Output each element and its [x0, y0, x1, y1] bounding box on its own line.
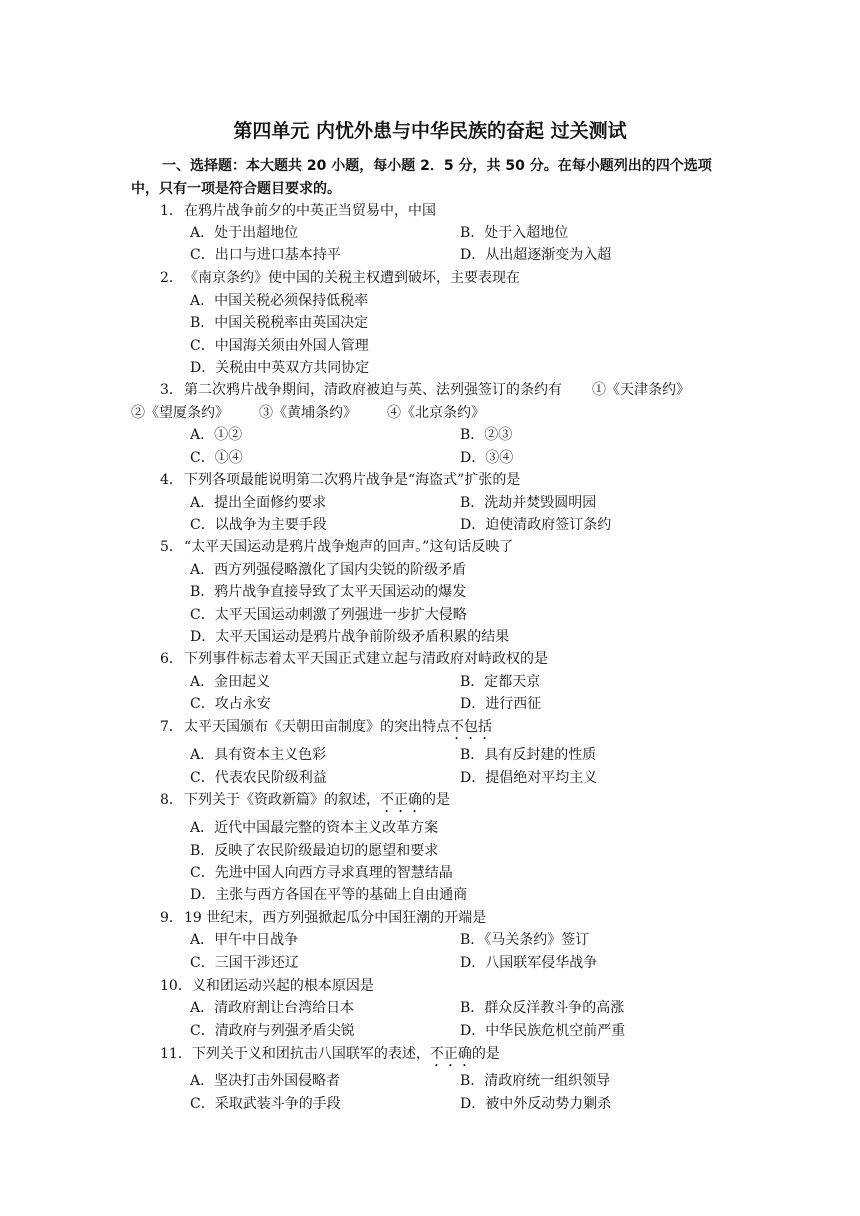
question-number: 4． — [160, 472, 183, 488]
option-8c: C．先进中国人向西方寻求真理的智慧结晶 — [190, 865, 453, 881]
option-7d: D．提倡绝对平均主义 — [460, 770, 598, 786]
option-5a: A．西方列强侵略激化了国内尖锐的阶级矛盾 — [190, 562, 467, 578]
question-number: 11． — [160, 1046, 192, 1062]
question-stem: 义和团运动兴起的根本原因是 — [191, 978, 374, 994]
option-3b: B．②③ — [460, 427, 513, 443]
option-5b: B．鸦片战争直接导致了太平天国运动的爆发 — [190, 584, 467, 600]
option-10d: D．中华民族危机空前严重 — [460, 1023, 626, 1039]
question-2 — [160, 267, 520, 287]
option-4c: C．以战争为主要手段 — [190, 517, 327, 533]
option-2b: B．中国关税税率由英国决定 — [190, 315, 369, 331]
question-stem: 《南京条约》使中国的关税主权遭到破坏，主要表现在 — [184, 270, 520, 286]
option-5d: D．太平天国运动是鸦片战争前阶级矛盾积累的结果 — [190, 629, 510, 645]
option-2a: A．中国关税必须保持低税率 — [190, 293, 369, 309]
option-9b: B．《马关条约》签订 — [460, 932, 590, 948]
question-5 — [160, 536, 513, 556]
question-stem: 下列各项最能说明第二次鸦片战争是“海盗式”扩张的是 — [184, 472, 521, 488]
option-7a: A．具有资本主义色彩 — [190, 747, 327, 763]
option-10b: B．群众反洋教斗争的高涨 — [460, 1000, 625, 1016]
question-stem: 下列事件标志着太平天国正式建立起与清政府对峙政权的是 — [184, 651, 548, 667]
section-instructions-line-2: 中，只有一项是符合题目要求的。 — [131, 181, 341, 197]
emphasized-keyword: 不正确 — [429, 1046, 472, 1062]
option-6c: C．攻占永安 — [190, 696, 271, 712]
option-3d: D．③④ — [460, 450, 514, 466]
option-6b: B．定都天京 — [460, 674, 541, 690]
option-4b: B．洗劫并焚毁圆明园 — [460, 495, 597, 511]
question-3-continued — [131, 402, 485, 422]
option-6a: A．金田起义 — [190, 674, 271, 690]
question-number: 3． — [160, 382, 183, 398]
option-8d: D．主张与西方各国在平等的基础上自由通商 — [190, 887, 468, 903]
option-9d: D．八国联军侵华战争 — [460, 955, 598, 971]
option-11b: B．清政府统一组织领导 — [460, 1073, 611, 1089]
option-3a: A．①② — [190, 427, 243, 443]
option-3c: C．①④ — [190, 450, 243, 466]
question-number: 9． — [160, 910, 183, 926]
option-2c: C．中国海关须由外国人管理 — [190, 338, 369, 354]
page-title: 第四单元 内忧外患与中华民族的奋起 过关测试 — [233, 120, 627, 142]
question-number: 5． — [160, 539, 183, 555]
question-number: 6． — [160, 651, 183, 667]
option-8a: A．近代中国最完整的资本主义改革方案 — [190, 820, 439, 836]
question-stem: 下列关于义和团抗击八国联军的表述， — [191, 1046, 430, 1062]
question-stem: 下列关于《资政新篇》的叙述， — [184, 792, 380, 808]
option-4a: A．提出全面修约要求 — [190, 495, 327, 511]
question-stem: 太平天国颁布《天朝田亩制度》的突出特点 — [184, 719, 450, 735]
question-stem: 在鸦片战争前夕的中英正当贸易中，中国 — [184, 203, 436, 219]
option-7c: C．代表农民阶级利益 — [190, 770, 327, 786]
option-5c: C．太平天国运动刺激了列强进一步扩大侵略 — [190, 607, 467, 623]
question-11 — [160, 1043, 500, 1070]
option-7b: B．具有反封建的性质 — [460, 747, 597, 763]
option-1b: B．处于入超地位 — [460, 225, 569, 241]
question-stem: 19 世纪末，西方列强掀起瓜分中国狂潮的开端是 — [184, 910, 487, 926]
question-number: 10． — [160, 978, 192, 994]
question-number: 7． — [160, 719, 183, 735]
question-1 — [160, 200, 436, 220]
question-3 — [160, 379, 690, 399]
option-2d: D．关税由中英双方共同协定 — [190, 360, 370, 376]
question-stem-end: 的是 — [471, 1046, 500, 1062]
option-1c: C．出口与进口基本持平 — [190, 247, 341, 263]
section-instructions-line-1: 一、选择题：本大题共 20 小题，每小题 2．5 分，共 50 分。在每小题列出的四个选项 — [162, 158, 712, 174]
option-11a: A．坚决打击外国侵略者 — [190, 1073, 341, 1089]
question-7 — [160, 716, 492, 743]
question-number: 1． — [160, 203, 183, 219]
option-1d: D．从出超逐渐变为入超 — [460, 247, 612, 263]
question-number: 2． — [160, 270, 183, 286]
question-number: 8． — [160, 792, 183, 808]
option-9c: C．三国干涉还辽 — [190, 955, 299, 971]
option-10a: A．清政府割让台湾给日本 — [190, 1000, 355, 1016]
treaty-item-1: ①《天津条约》 — [592, 382, 690, 398]
option-1a: A．处于出超地位 — [190, 225, 299, 241]
question-4 — [160, 469, 520, 489]
question-6 — [160, 648, 548, 668]
option-11c: C．采取武装斗争的手段 — [190, 1096, 341, 1112]
option-6d: D．进行西征 — [460, 696, 542, 712]
option-11d: D．被中外反动势力剿杀 — [460, 1096, 612, 1112]
question-stem-end: 的是 — [422, 792, 450, 808]
option-4d: D．迫使清政府签订条约 — [460, 517, 612, 533]
question-10 — [160, 975, 374, 995]
treaty-item-3: ③《黄埔条约》 — [259, 405, 357, 421]
treaty-item-2: ②《望厦条约》 — [131, 405, 229, 421]
question-8 — [160, 789, 450, 816]
question-stem: 第二次鸦片战争期间，清政府被迫与英、法列强签订的条约有 — [184, 382, 562, 398]
option-9a: A．甲午中日战争 — [190, 932, 299, 948]
emphasized-keyword: 不正确 — [380, 792, 422, 808]
question-9 — [160, 907, 486, 927]
option-10c: C．清政府与列强矛盾尖锐 — [190, 1023, 355, 1039]
emphasized-keyword: 不包括 — [450, 719, 492, 735]
question-stem: “太平天国运动是鸦片战争炮声的回声。”这句话反映了 — [184, 539, 514, 555]
option-8b: B．反映了农民阶级最迫切的愿望和要求 — [190, 843, 439, 859]
treaty-item-4: ④《北京条约》 — [387, 405, 485, 421]
